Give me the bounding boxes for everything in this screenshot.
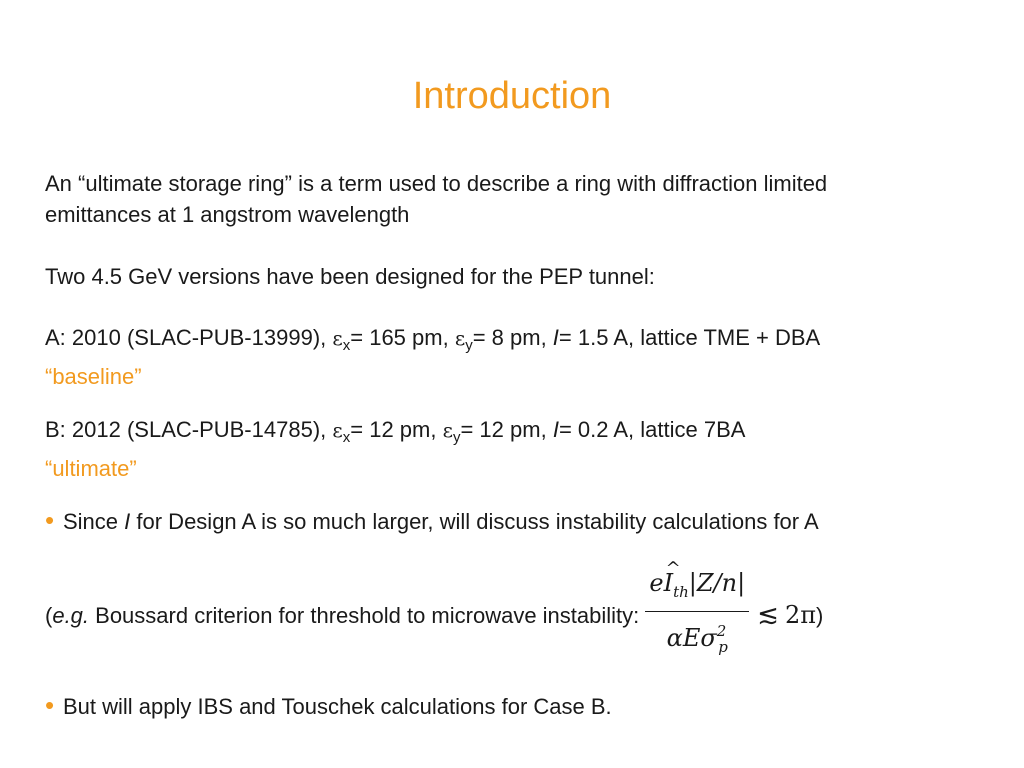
design-b-rest: = 0.2 A, lattice 7BA (558, 417, 746, 442)
den-sup: 2 (716, 622, 727, 640)
current-symbol: I (124, 509, 131, 534)
intro-line-1: An “ultimate storage ring” is a term used to describe a ring with diffraction limited (45, 171, 828, 196)
bullet-icon: • (45, 690, 55, 720)
design-a-ey-value: = 8 pm, (472, 325, 553, 350)
design-b (45, 414, 985, 484)
design-b-lead: B: 2012 (SLAC-PUB-14785), (45, 417, 333, 442)
design-a-tag: “baseline” (45, 364, 142, 389)
bullet1-pre: Since (63, 509, 125, 534)
slide-title: Introduction (412, 75, 612, 117)
design-b-ey-value: = 12 pm, (460, 417, 553, 442)
design-a-ex-value: = 165 pm, (350, 325, 455, 350)
formula-rhs: 2π (784, 601, 817, 629)
design-b-tag: “ultimate” (45, 456, 137, 481)
num-th: th (673, 583, 689, 601)
epsilon-symbol: ε (454, 326, 466, 350)
boussard-text: Boussard criterion for threshold to microwave instability: (89, 602, 640, 628)
intro-paragraph (45, 168, 985, 230)
design-a-rest: = 1.5 A, lattice TME + DBA (558, 325, 821, 350)
num-I-hat: ^ I (664, 566, 673, 600)
x-subscript: x (342, 429, 351, 446)
epsilon-symbol: ε (332, 326, 343, 350)
den-main: αEσ (666, 624, 717, 652)
current-symbol: I (552, 417, 559, 442)
formula-numerator (645, 566, 749, 612)
boussard-formula (645, 566, 816, 664)
eg-abbrev: e.g. (52, 602, 90, 628)
bullet-icon: • (45, 505, 55, 535)
y-subscript: y (465, 337, 473, 354)
open-paren: ( (45, 602, 53, 628)
x-subscript: x (342, 337, 351, 354)
design-a-lead: A: 2010 (SLAC-PUB-13999), (45, 325, 333, 350)
bullet1-post: for Design A is so much larger, will discuss instability calculations for A (130, 509, 819, 534)
design-b-ex-value: = 12 pm, (350, 417, 443, 442)
current-symbol: I (552, 325, 559, 350)
formula-relation: ≲ (757, 600, 779, 630)
den-sub: p (718, 638, 728, 656)
num-rest: |Z/n| (688, 569, 746, 597)
y-subscript: y (452, 429, 461, 446)
epsilon-symbol: ε (442, 418, 453, 442)
design-a-line (45, 322, 985, 361)
num-e: e (649, 569, 664, 597)
bullet2-text: But will apply IBS and Touschek calculations for Case B. (63, 694, 612, 719)
formula-denominator (645, 612, 749, 664)
intro-line-2: emittances at 1 angstrom wavelength (45, 202, 410, 227)
bullet-instability (45, 505, 985, 537)
close-paren: ) (816, 602, 824, 628)
boussard-criterion (45, 568, 985, 660)
design-a (45, 322, 985, 392)
formula-fraction (645, 566, 749, 664)
versions-paragraph: Two 4.5 GeV versions have been designed for the PEP tunnel: (45, 264, 655, 289)
bullet-ibs (45, 690, 985, 722)
design-b-line (45, 414, 985, 453)
epsilon-symbol: ε (332, 418, 343, 442)
